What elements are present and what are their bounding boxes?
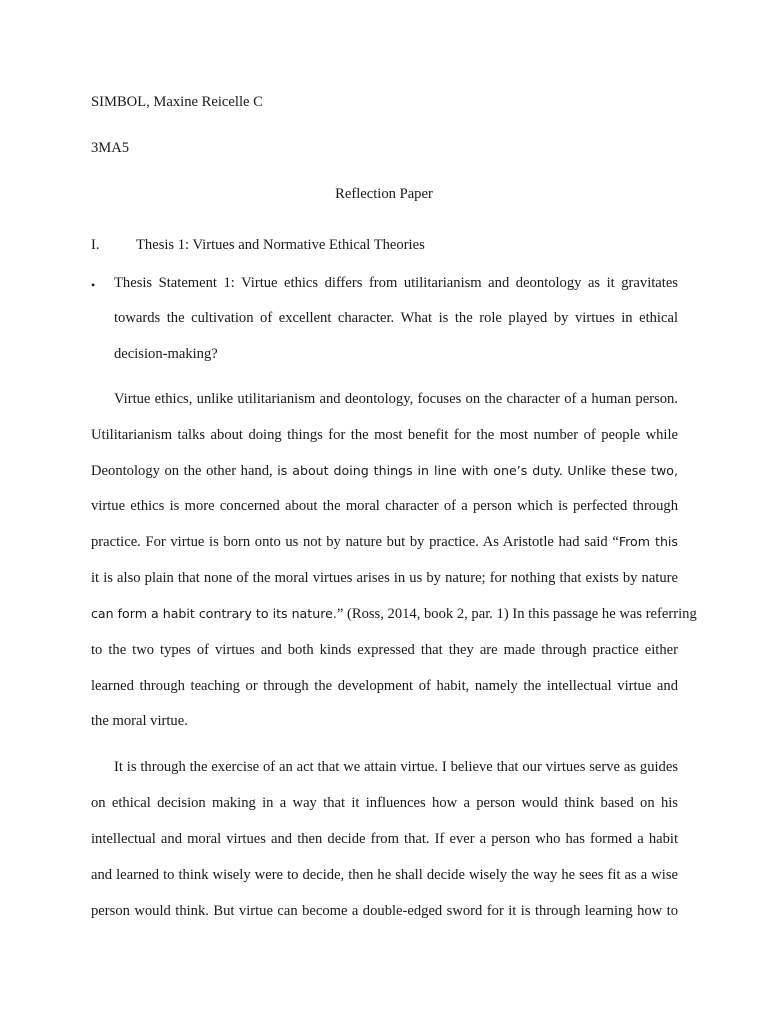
text-run: ” (Ross, 2014, book 2, par. 1) In this passage he was referring — [336, 606, 697, 622]
heading-number: I. — [91, 237, 100, 253]
paragraph-line: intellectual and moral virtues and then decide from that. If ever a person who has formed a habit — [91, 831, 678, 847]
paragraph-line: Virtue ethics, unlike utilitarianism and deontology, focuses on the character of a human person. — [114, 391, 678, 407]
paragraph-line: It is through the exercise of an act that we attain virtue. I believe that our virtues serve as guides — [114, 759, 678, 775]
thesis-line: towards the cultivation of excellent character. What is the role played by virtues in ethical — [114, 310, 678, 326]
paragraph-line: learned through teaching or through the development of habit, namely the intellectual virtue and — [91, 678, 678, 694]
section-code: 3MA5 — [91, 140, 130, 156]
text-run: practice. For virtue is born onto us not by nature but by practice. As Aristotle had said “ — [91, 534, 619, 550]
paragraph-line: person would think. But virtue can become a double-edged sword for it is through learning how to — [91, 903, 678, 919]
thesis-line: decision-making? — [114, 346, 218, 362]
paragraph-line — [91, 535, 678, 550]
heading-text: Thesis 1: Virtues and Normative Ethical Theories — [136, 237, 425, 253]
text-run: Deontology on the other hand, — [91, 463, 273, 479]
text-run-sans: is about doing things in line with one’s duty. — [277, 463, 563, 478]
paragraph-line — [91, 464, 678, 479]
paragraph-line — [91, 607, 697, 622]
bullet-icon: • — [91, 278, 96, 292]
paragraph-line: on ethical decision making in a way that it influences how a person would think based on his — [91, 795, 678, 811]
paragraph-line: virtue ethics is more concerned about the moral character of a person which is perfected through — [91, 498, 678, 514]
text-run-sans: Unlike these two, — [567, 463, 678, 478]
paragraph-line: to the two types of virtues and both kinds expressed that they are made through practice either — [91, 642, 678, 658]
thesis-line: Thesis Statement 1: Virtue ethics differs from utilitarianism and deontology as it gravitates — [114, 275, 678, 291]
text-run-sans: From this — [618, 534, 678, 549]
paragraph-line: and learned to think wisely were to decide, then he shall decide wisely the way he sees fit as a wise — [91, 867, 678, 883]
text-run-sans: can form a habit contrary to its nature. — [91, 606, 337, 621]
paragraph-line: the moral virtue. — [91, 713, 188, 729]
page-title: Reflection Paper — [335, 186, 433, 202]
paragraph-line: Utilitarianism talks about doing things for the most benefit for the most number of people while — [91, 427, 678, 443]
paragraph-line: it is also plain that none of the moral virtues arises in us by nature; for nothing that exists by nature — [91, 570, 678, 586]
author-name: SIMBOL, Maxine Reicelle C — [91, 94, 263, 110]
